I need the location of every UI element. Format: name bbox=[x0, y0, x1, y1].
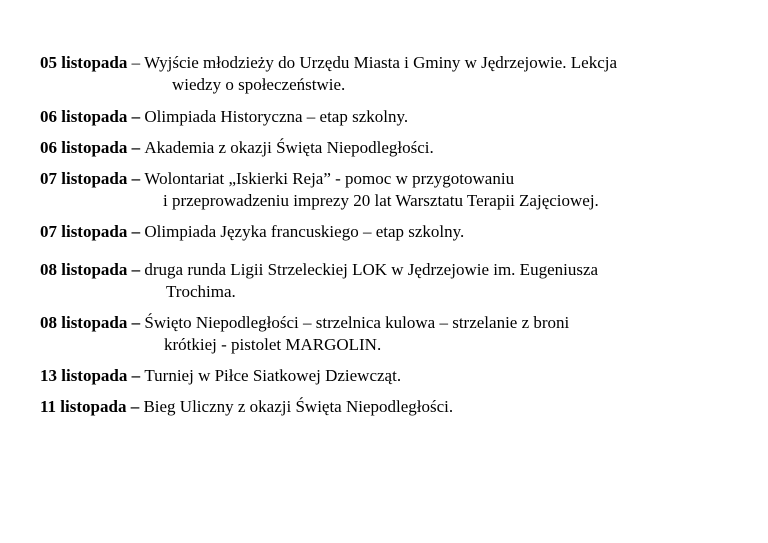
event-date: 08 listopada bbox=[40, 313, 128, 332]
event-text: druga runda Ligii Strzeleckiej LOK w Jędrzejowie im. Eugeniusza bbox=[144, 260, 599, 279]
event-date: 05 listopada bbox=[40, 53, 128, 72]
event-entry bbox=[40, 259, 750, 303]
event-text-continued: i przeprowadzeniu imprezy 20 lat Warsztatu Terapii Zajęciowej. bbox=[163, 191, 599, 210]
event-text: Olimpiada Historyczna – etap szkolny. bbox=[144, 107, 409, 126]
event-date: 07 listopada bbox=[40, 222, 128, 241]
event-date: 08 listopada bbox=[40, 260, 128, 279]
event-text-continued: wiedzy o społeczeństwie. bbox=[172, 75, 346, 94]
event-dash: – bbox=[127, 366, 145, 385]
event-text: Olimpiada Języka francuskiego – etap szkolny. bbox=[144, 222, 465, 241]
event-date: 13 listopada bbox=[40, 366, 128, 385]
event-text: Akademia z okazji Święta Niepodległości. bbox=[144, 138, 434, 157]
event-dash: – bbox=[127, 138, 145, 157]
event-entry bbox=[40, 106, 750, 128]
event-entry bbox=[40, 52, 750, 96]
event-date: 06 listopada bbox=[40, 107, 128, 126]
event-text: Wolontariat „Iskierki Reja” - pomoc w przygotowaniu bbox=[144, 169, 515, 188]
event-dash: – bbox=[127, 169, 145, 188]
event-text: Wyjście młodzieży do Urzędu Miasta i Gminy w Jędrzejowie. Lekcja bbox=[144, 53, 618, 72]
event-text-continued: krótkiej - pistolet MARGOLIN. bbox=[164, 335, 382, 354]
event-text: Turniej w Piłce Siatkowej Dziewcząt. bbox=[144, 366, 402, 385]
event-entry bbox=[40, 221, 750, 243]
event-dash: – bbox=[127, 222, 145, 241]
event-date: 07 listopada bbox=[40, 169, 128, 188]
event-dash: – bbox=[126, 397, 144, 416]
event-entry bbox=[40, 137, 750, 159]
event-entry bbox=[40, 396, 750, 418]
event-entry bbox=[40, 365, 750, 387]
event-entry bbox=[40, 312, 750, 356]
event-date: 11 listopada bbox=[40, 397, 127, 416]
event-dash: – bbox=[127, 53, 145, 72]
event-dash: – bbox=[127, 313, 145, 332]
event-text-continued: Trochima. bbox=[166, 282, 236, 301]
event-dash: – bbox=[127, 260, 145, 279]
event-text: Bieg Uliczny z okazji Święta Niepodległości. bbox=[143, 397, 454, 416]
event-entry bbox=[40, 168, 750, 212]
event-date: 06 listopada bbox=[40, 138, 128, 157]
event-dash: – bbox=[127, 107, 145, 126]
event-list bbox=[40, 52, 750, 418]
event-text: Święto Niepodległości – strzelnica kulowa – strzelanie z broni bbox=[144, 313, 570, 332]
